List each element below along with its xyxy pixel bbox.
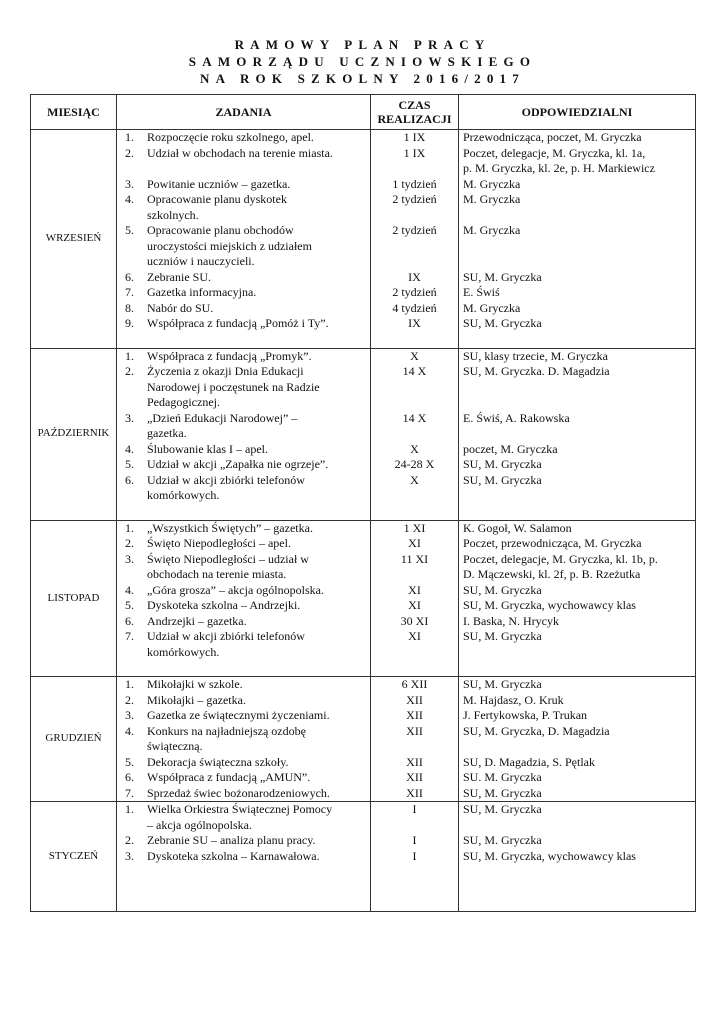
task-item — [117, 724, 370, 740]
responsible-value — [459, 739, 695, 755]
task-text-continued: uczniów i nauczycieli. — [147, 254, 255, 268]
task-item — [117, 177, 370, 193]
task-text: Mikołajki – gazetka. — [147, 692, 246, 707]
task-number: 3. — [125, 551, 134, 566]
task-number: 5. — [125, 598, 134, 612]
time-value: XII — [406, 754, 423, 769]
responsible-value: SU, D. Magadzia, S. Pętlak — [463, 754, 595, 769]
responsible-value: M. Gryczka — [463, 192, 521, 206]
task-text: Powitanie uczniów – gazetka. — [147, 176, 291, 191]
task-item — [117, 130, 370, 146]
title-line-1: RAMOWY PLAN PRACY — [234, 37, 491, 52]
task-item — [117, 598, 370, 614]
task-item — [117, 708, 370, 724]
responsible-value: Przewodnicząca, poczet, M. Gryczka — [463, 130, 642, 144]
task-number: 1. — [125, 677, 134, 691]
time-value: XI — [408, 598, 421, 612]
time-value — [371, 208, 458, 224]
task-text-continued: gazetka. — [147, 426, 187, 440]
task-text: Dekoracja świąteczna szkoły. — [147, 754, 289, 769]
task-item — [117, 833, 370, 849]
responsible-value: SU, M. Gryczka. D. Magadzia — [463, 364, 610, 378]
responsible-value: SU, M. Gryczka — [463, 629, 542, 643]
responsible-value: M. Hajdasz, O. Kruk — [463, 692, 564, 707]
month-name: WRZESIEŃ — [31, 130, 117, 349]
responsible-value: E. Świś, A. Rakowska — [463, 410, 570, 425]
task-text: Udział w akcji „Zapałka nie ogrzeje”. — [147, 457, 329, 471]
task-number: 2. — [125, 536, 134, 550]
task-number: 3. — [125, 176, 134, 191]
responsible-value — [459, 239, 695, 255]
task-text: Udział w obchodach na terenie miasta. — [147, 145, 333, 160]
time-value: 4 tydzień — [392, 300, 437, 315]
task-text: Współpraca z fundacją „AMUN”. — [147, 770, 311, 784]
task-item — [117, 786, 370, 802]
task-text-continued — [117, 161, 370, 177]
time-value — [371, 488, 458, 504]
time-value — [371, 818, 458, 834]
task-item — [117, 457, 370, 473]
month-row — [31, 520, 696, 677]
task-item — [117, 802, 370, 818]
time-value: X — [410, 441, 419, 456]
month-row — [31, 348, 696, 520]
responsible-value: Poczet, delegacje, M. Gryczka, kl. 1b, p. — [463, 551, 658, 566]
task-item — [117, 316, 370, 332]
task-number: 4. — [125, 441, 134, 456]
task-number: 4. — [125, 582, 134, 597]
task-item — [117, 583, 370, 599]
time-list — [371, 520, 459, 677]
time-value: 11 XI — [400, 551, 429, 566]
time-list — [371, 130, 459, 349]
responsible-value: SU, klasy trzecie, M. Gryczka — [463, 348, 608, 363]
responsible-value — [459, 380, 695, 396]
responsible-value — [459, 488, 695, 504]
task-item — [117, 146, 370, 162]
task-text: Udział w akcji zbiórki telefonów — [147, 472, 305, 487]
responsible-value: p. M. Gryczka, kl. 2e, p. H. Markiewicz — [463, 161, 655, 175]
task-text: „Wszystkich Świętych” – gazetka. — [147, 520, 313, 535]
responsible-value: Poczet, przewodnicząca, M. Gryczka — [463, 536, 642, 550]
responsible-value: I. Baska, N. Hrycyk — [463, 613, 559, 628]
task-text: Ślubowanie klas I – apel. — [147, 441, 268, 456]
time-value: XI — [408, 536, 421, 550]
task-text: Współpraca z fundacją „Promyk”. — [147, 348, 312, 363]
responsible-list — [459, 520, 696, 677]
responsible-value: K. Gogoł, W. Salamon — [463, 520, 572, 535]
header-responsible: ODPOWIEDZIALNI — [459, 95, 696, 130]
time-value — [371, 567, 458, 583]
responsible-value: SU, M. Gryczka — [463, 677, 542, 691]
responsible-value — [459, 254, 695, 270]
title-line-2: SAMORZĄDU UCZNIOWSKIEGO — [188, 54, 537, 69]
spacer — [117, 332, 370, 348]
task-item — [117, 552, 370, 568]
responsible-value: M. Gryczka — [463, 176, 521, 191]
spacer — [117, 864, 370, 911]
responsible-value: D. Mączewski, kl. 2f, p. B. Rzeżutka — [463, 567, 641, 581]
task-item — [117, 192, 370, 208]
task-item — [117, 364, 370, 380]
task-text: Zebranie SU – analiza planu pracy. — [147, 833, 316, 847]
time-value: XII — [406, 785, 423, 800]
task-text: Dyskoteka szkolna – Karnawałowa. — [147, 848, 320, 863]
task-text-continued: uroczystości miejskich z udziałem — [147, 238, 312, 253]
task-text: Opracowanie planu obchodów — [147, 223, 294, 237]
task-text: Andrzejki – gazetka. — [147, 613, 247, 628]
responsible-value: poczet, M. Gryczka — [463, 441, 558, 456]
time-value: 30 XI — [400, 613, 429, 628]
task-text: Sprzedaż świec bożonarodzeniowych. — [147, 785, 330, 800]
time-value: XII — [406, 692, 423, 707]
month-name: LISTOPAD — [31, 520, 117, 677]
responsible-value: SU, M. Gryczka, D. Magadzia — [463, 723, 610, 738]
task-text: Rozpoczęcie roku szkolnego, apel. — [147, 130, 314, 144]
responsible-value — [459, 645, 695, 661]
responsible-value: SU, M. Gryczka, wychowawcy klas — [463, 848, 636, 863]
task-text-continued: komórkowych. — [147, 644, 220, 659]
time-value: XI — [408, 629, 421, 643]
responsible-value — [459, 818, 695, 834]
responsible-list — [459, 802, 696, 912]
time-value — [371, 161, 458, 177]
header-time-line-2: REALIZACJI — [377, 112, 452, 126]
header-time-line-1: CZAS — [398, 98, 431, 112]
task-item — [117, 521, 370, 537]
time-value: IX — [408, 269, 421, 284]
task-item — [117, 411, 370, 427]
responsible-value: SU, M. Gryczka — [463, 316, 542, 330]
task-number: 4. — [125, 192, 134, 206]
task-number: 5. — [125, 457, 134, 471]
time-value: X — [410, 472, 419, 487]
task-number: 1. — [125, 130, 134, 144]
task-item — [117, 301, 370, 317]
responsible-value: Poczet, delegacje, M. Gryczka, kl. 1a, — [463, 145, 646, 160]
responsible-value: SU, M. Gryczka — [463, 785, 542, 800]
time-value: XII — [406, 723, 423, 738]
task-list — [117, 802, 371, 912]
task-number: 8. — [125, 300, 134, 315]
task-number: 9. — [125, 316, 134, 330]
task-text-continued: komórkowych. — [147, 488, 220, 502]
task-number: 6. — [125, 613, 134, 628]
task-text: Nabór do SU. — [147, 300, 214, 315]
task-list — [117, 520, 371, 677]
time-value: I — [412, 802, 417, 816]
task-text-continued: – akcja ogólnopolska. — [147, 817, 252, 832]
task-item — [117, 536, 370, 552]
responsible-list — [459, 348, 696, 520]
task-item — [117, 614, 370, 630]
task-item — [117, 270, 370, 286]
task-number: 7. — [125, 285, 134, 299]
responsible-value: SU, M. Gryczka — [463, 269, 542, 284]
time-value — [371, 739, 458, 755]
time-value — [371, 254, 458, 270]
task-text: Zebranie SU. — [147, 269, 211, 284]
time-value: 1 IX — [403, 145, 426, 160]
task-text-continued: świąteczną. — [147, 739, 203, 753]
task-item — [117, 677, 370, 693]
header-month: MIESIĄC — [31, 95, 117, 130]
time-value: 2 tydzień — [392, 223, 437, 237]
task-number: 7. — [125, 629, 134, 643]
time-value — [371, 426, 458, 442]
task-text-continued: obchodach na terenie miasta. — [147, 567, 287, 581]
task-text: Mikołajki w szkole. — [147, 677, 243, 691]
task-text-continued: Pedagogicznej. — [147, 395, 220, 409]
task-text-continued: szkolnych. — [147, 207, 199, 222]
task-item — [117, 349, 370, 365]
task-text: Gazetka ze świątecznymi życzeniami. — [147, 708, 330, 722]
task-text: „Góra grosza” – akcja ogólnopolska. — [147, 582, 324, 597]
task-item — [117, 473, 370, 489]
task-text: Życzenia z okazji Dnia Edukacji — [147, 364, 304, 378]
responsible-value: SU, M. Gryczka — [463, 457, 542, 471]
time-value: XII — [406, 770, 423, 784]
month-name: PAŹDZIERNIK — [31, 348, 117, 520]
time-value: 1 IX — [403, 130, 426, 144]
responsible-value — [459, 426, 695, 442]
month-row — [31, 130, 696, 349]
task-number: 2. — [125, 692, 134, 707]
task-number: 4. — [125, 723, 134, 738]
task-text-continued: Narodowej i poczęstunek na Radzie — [147, 379, 320, 394]
task-number: 2. — [125, 364, 134, 378]
time-list — [371, 348, 459, 520]
time-value: X — [410, 348, 419, 363]
responsible-value: SU, M. Gryczka — [463, 582, 542, 597]
task-item — [117, 849, 370, 865]
task-number: 1. — [125, 802, 134, 816]
time-value: 6 XII — [401, 677, 428, 691]
responsible-value: M. Gryczka — [463, 300, 521, 315]
time-value — [371, 645, 458, 661]
time-value: 2 tydzień — [392, 192, 437, 206]
table-header-row — [31, 95, 696, 130]
responsible-value: SU. M. Gryczka — [463, 770, 542, 784]
task-text: Opracowanie planu dyskotek — [147, 192, 287, 206]
task-text: Gazetka informacyjna. — [147, 285, 257, 299]
responsible-value: E. Świś — [463, 285, 500, 299]
responsible-value: SU, M. Gryczka — [463, 833, 542, 847]
task-number: 2. — [125, 145, 134, 160]
task-text: Udział w akcji zbiórki telefonów — [147, 629, 305, 643]
task-text: Święto Niepodległości – udział w — [147, 551, 309, 566]
task-number: 1. — [125, 348, 134, 363]
time-value: 24-28 X — [394, 457, 435, 471]
task-number: 7. — [125, 785, 134, 800]
time-value: I — [412, 848, 417, 863]
task-list — [117, 130, 371, 349]
task-item — [117, 770, 370, 786]
time-value: 1 XI — [403, 520, 426, 535]
task-text: Wielka Orkiestra Świątecznej Pomocy — [147, 802, 333, 816]
responsible-list — [459, 130, 696, 349]
header-tasks: ZADANIA — [117, 95, 371, 130]
task-item — [117, 223, 370, 239]
plan-table — [30, 94, 696, 912]
month-name: STYCZEŃ — [31, 802, 117, 912]
task-number: 5. — [125, 223, 134, 237]
time-value — [371, 395, 458, 411]
time-value: 14 X — [402, 364, 427, 378]
task-number: 6. — [125, 472, 134, 487]
task-text: Konkurs na najładniejszą ozdobę — [147, 723, 306, 738]
time-list — [371, 802, 459, 912]
task-number: 6. — [125, 269, 134, 284]
task-text: „Dzień Edukacji Narodowej” – — [147, 410, 298, 425]
time-value — [371, 239, 458, 255]
responsible-value: M. Gryczka — [463, 223, 521, 237]
responsible-list — [459, 677, 696, 802]
task-item — [117, 285, 370, 301]
header-time — [371, 95, 459, 130]
time-value: 14 X — [402, 410, 427, 425]
task-number: 3. — [125, 410, 134, 425]
responsible-value: SU, M. Gryczka — [463, 802, 542, 816]
task-text: Dyskoteka szkolna – Andrzejki. — [147, 598, 301, 612]
task-list — [117, 677, 371, 802]
responsible-value — [459, 395, 695, 411]
task-item — [117, 629, 370, 645]
time-list — [371, 677, 459, 802]
task-text: Współpraca z fundacją „Pomóż i Ty”. — [147, 316, 329, 330]
task-item — [117, 442, 370, 458]
task-list — [117, 348, 371, 520]
time-value: 2 tydzień — [392, 285, 437, 299]
task-number: 3. — [125, 708, 134, 722]
responsible-value: SU, M. Gryczka, wychowawcy klas — [463, 598, 636, 612]
responsible-value: SU, M. Gryczka — [463, 472, 542, 487]
task-number: 3. — [125, 848, 134, 863]
time-value: I — [412, 833, 417, 847]
task-item — [117, 755, 370, 771]
task-number: 1. — [125, 520, 134, 535]
time-value: 1 tydzień — [392, 176, 437, 191]
responsible-value — [459, 208, 695, 224]
task-number: 5. — [125, 754, 134, 769]
task-number: 6. — [125, 770, 134, 784]
time-value: XII — [406, 708, 423, 722]
month-row — [31, 802, 696, 912]
month-row — [31, 677, 696, 802]
spacer — [117, 504, 370, 520]
task-number: 2. — [125, 833, 134, 847]
time-value: IX — [408, 316, 421, 330]
time-value: XI — [408, 582, 421, 597]
month-name: GRUDZIEŃ — [31, 677, 117, 802]
time-value — [371, 380, 458, 396]
spacer — [117, 660, 370, 676]
task-text: Święto Niepodległości – apel. — [147, 536, 291, 550]
title-line-3: NA ROK SZKOLNY 2016/2017 — [200, 71, 525, 86]
responsible-value: J. Fertykowska, P. Trukan — [463, 708, 588, 722]
task-item — [117, 693, 370, 709]
